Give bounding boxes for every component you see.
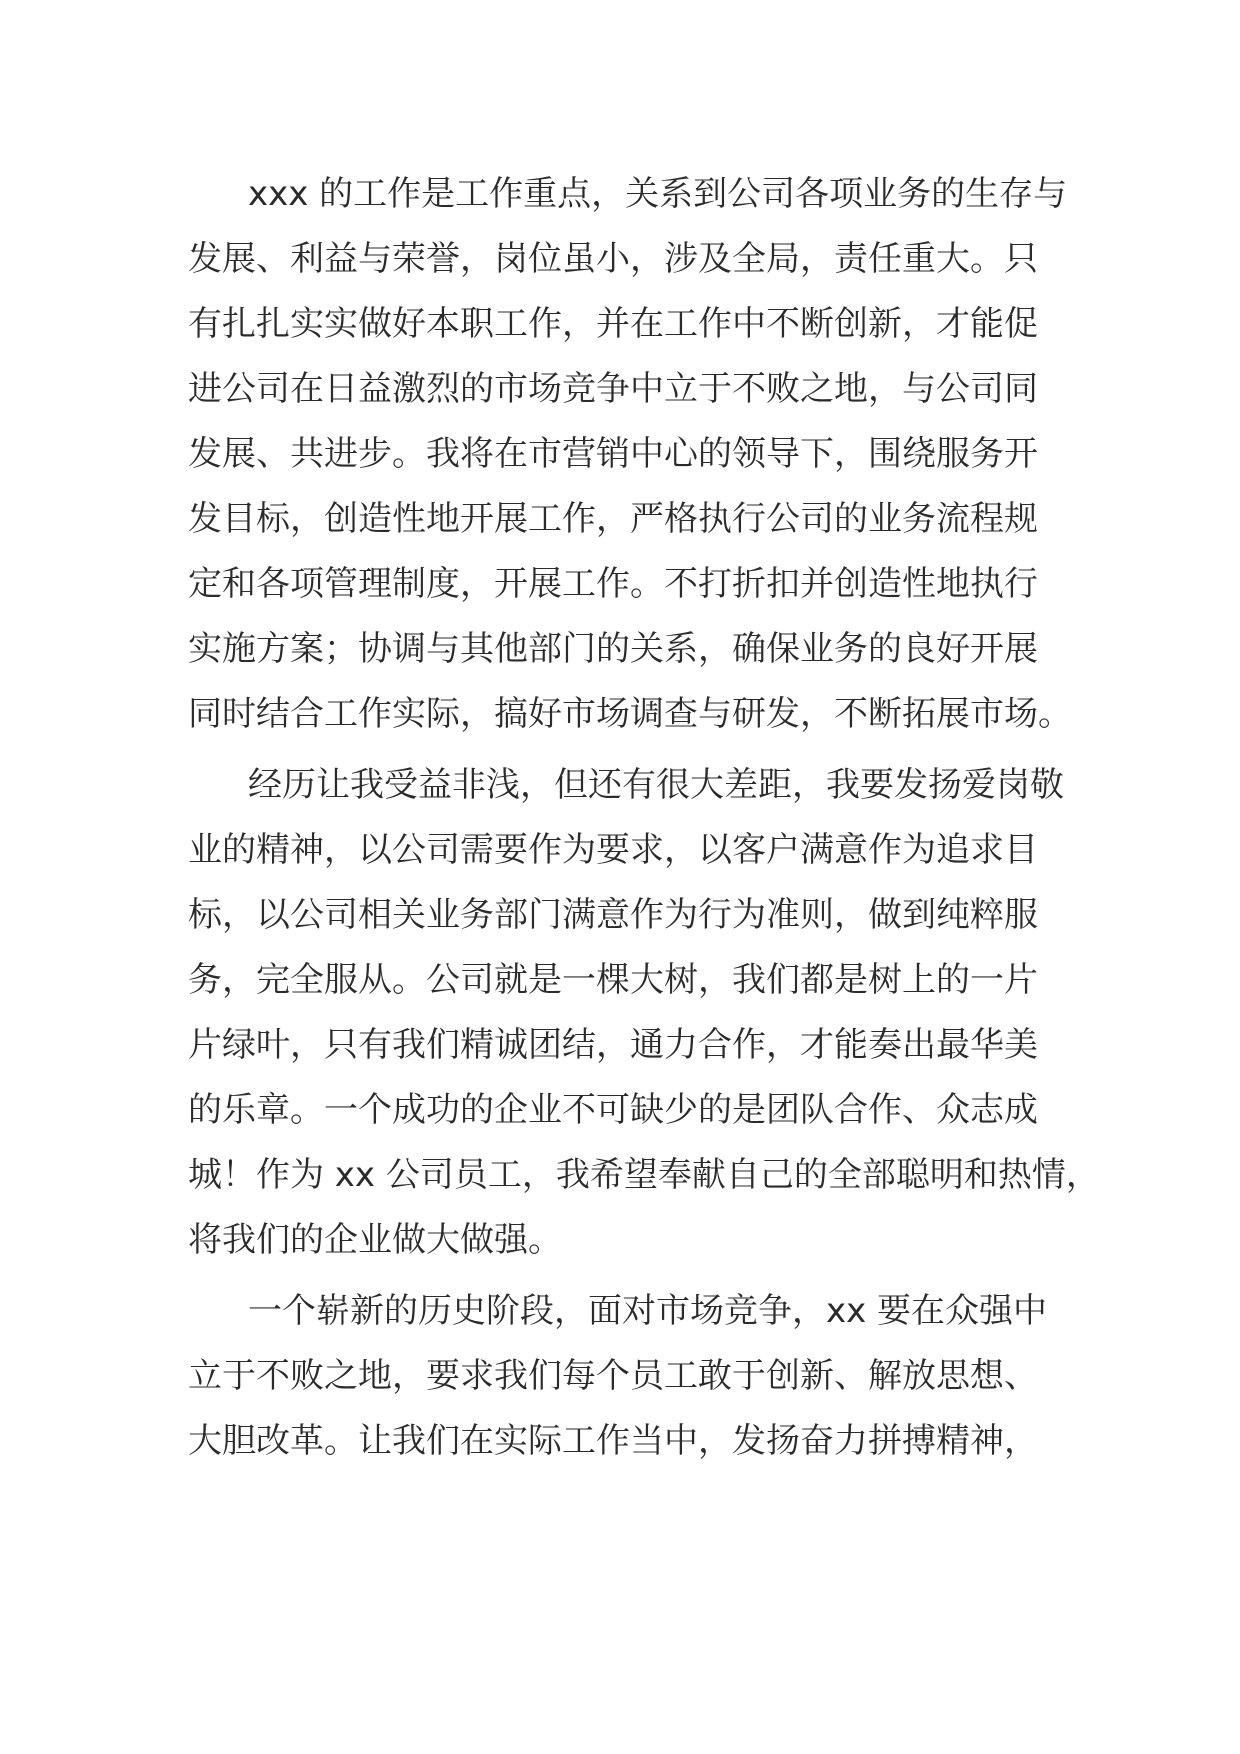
text-line: 一个崭新的历史阶段，面对市场竞争，xx 要在众强中 — [248, 1291, 1048, 1331]
text-line: 的乐章。一个成功的企业不可缺少的是团队合作、众志成 — [188, 1090, 1038, 1130]
document-body — [188, 162, 1100, 1474]
paragraph-1 — [188, 162, 1072, 747]
text-line: 将我们的企业做大做强。 — [188, 1220, 562, 1260]
text-line: 发展、共进步。我将在市营销中心的领导下，围绕服务开 — [188, 434, 1038, 474]
text-line: 立于不败之地，要求我们每个员工敢于创新、解放思想、 — [188, 1356, 1038, 1396]
text-line: 同时结合工作实际，搞好市场调查与研发，不断拓展市场。 — [188, 694, 1072, 734]
paragraph-2 — [188, 753, 1100, 1273]
text-line: 标，以公司相关业务部门满意作为行为准则，做到纯粹服 — [188, 895, 1038, 935]
text-line: xxx 的工作是工作重点，关系到公司各项业务的生存与 — [248, 174, 1068, 214]
text-line: 进公司在日益激烈的市场竞争中立于不败之地，与公司同 — [188, 369, 1038, 409]
text-line: 定和各项管理制度，开展工作。不打折扣并创造性地执行 — [188, 564, 1038, 604]
text-line: 经历让我受益非浅，但还有很大差距，我要发扬爱岗敬 — [248, 765, 1064, 805]
text-line: 务，完全服从。公司就是一棵大树，我们都是树上的一片 — [188, 960, 1038, 1000]
text-line: 有扎扎实实做好本职工作，并在工作中不断创新，才能促 — [188, 304, 1038, 344]
text-line: 大胆改革。让我们在实际工作当中，发扬奋力拼搏精神， — [188, 1421, 1038, 1461]
text-line: 发目标，创造性地开展工作，严格执行公司的业务流程规 — [188, 499, 1038, 539]
text-line: 实施方案；协调与其他部门的关系，确保业务的良好开展 — [188, 629, 1038, 669]
text-line: 业的精神，以公司需要作为要求，以客户满意作为追求目 — [188, 830, 1038, 870]
text-line: 城！作为 xx 公司员工，我希望奉献自己的全部聪明和热情， — [188, 1155, 1100, 1195]
text-line: 片绿叶，只有我们精诚团结，通力合作，才能奏出最华美 — [188, 1025, 1038, 1065]
paragraph-3 — [188, 1279, 1068, 1474]
text-line: 发展、利益与荣誉，岗位虽小，涉及全局，责任重大。只 — [188, 239, 1038, 279]
